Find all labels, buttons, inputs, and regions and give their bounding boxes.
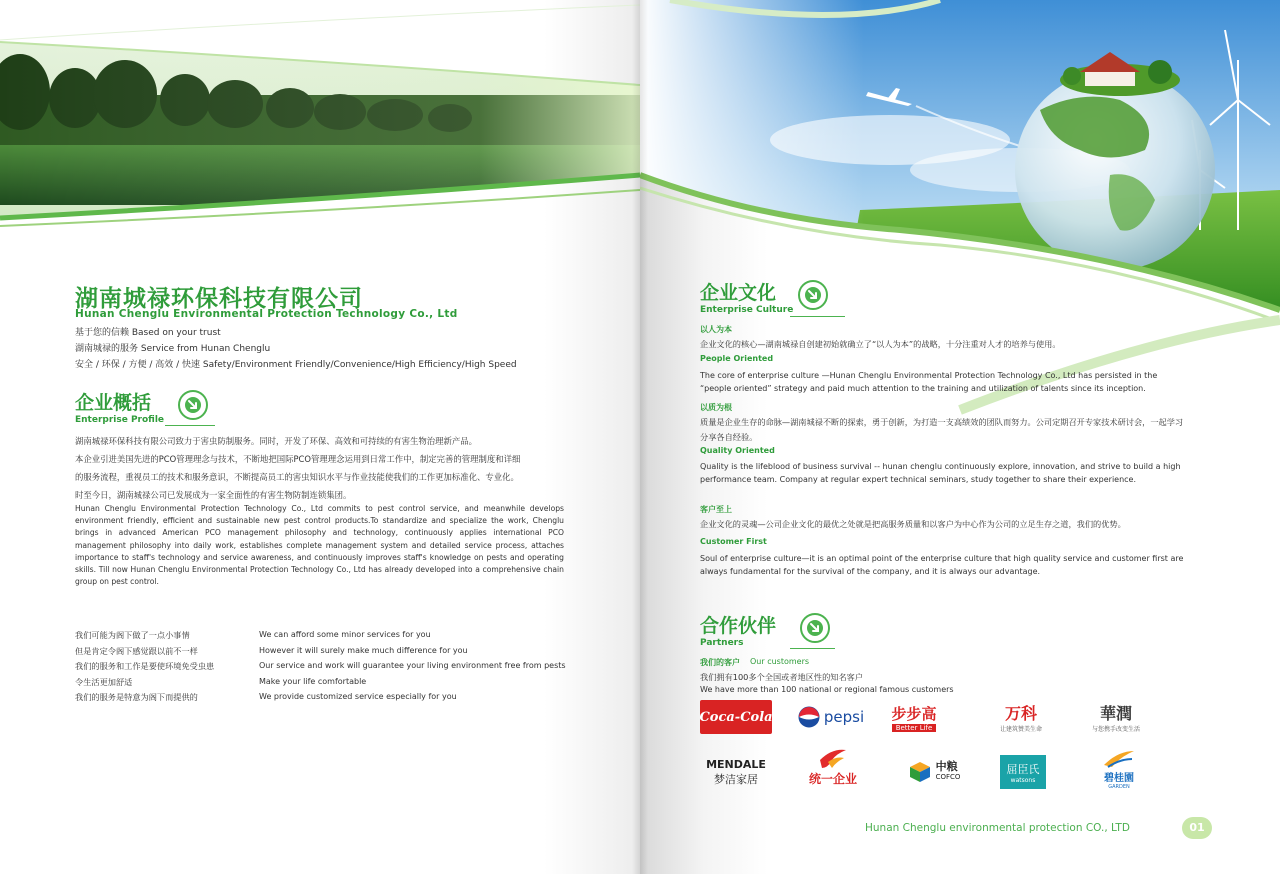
- promise-en: Our service and work will guarantee your living environment free from pests: [259, 661, 566, 670]
- vanke-logo-sub: 让建筑赞美生命: [999, 726, 1042, 733]
- watsons-logo: [1000, 755, 1046, 789]
- huarun-logo-sub: 与您携手改变生活: [1091, 726, 1140, 733]
- partners-heading: [700, 615, 776, 649]
- culture-item-heading-en: Customer First: [700, 537, 767, 546]
- profile-title-en: Enterprise Profile: [75, 415, 165, 425]
- bubugao-logo-text: 步步高: [891, 704, 937, 723]
- culture-item-heading-cn: 以质为根: [700, 403, 732, 412]
- culture-item-heading-en: People Oriented: [700, 354, 774, 363]
- cofco-logo-sub: COFCO: [935, 773, 961, 781]
- watsons-logo-sub: watsons: [1010, 776, 1036, 784]
- globe-banner-image: [640, 0, 1280, 320]
- culture-item-text-cn: 企业文化的核心—湖南城禄自创建初始就确立了“以人为本”的战略，十分注重对人才的培养与使用。: [700, 339, 1061, 349]
- culture-title-cn: 企业文化: [700, 282, 777, 304]
- profile-cn-line: 时至今日，湖南城禄公司已发展成为一家全面性的有害生物防制连锁集团。: [75, 490, 352, 500]
- culture-item-heading-en: Quality Oriented: [700, 446, 775, 455]
- culture-item-text-en: Soul of enterprise culture—it is an optimal point of the enterprise culture that high quality service and customer first are always fundamental for the survival of the company, and it is always our advantage.: [700, 554, 1184, 576]
- tongyi-bird-icon: [818, 748, 848, 770]
- arrow-down-right-icon: [798, 280, 828, 310]
- tagline-service: 湖南城禄的服务 Service from Hunan Chenglu: [75, 344, 271, 354]
- partners-title-en: Partners: [700, 638, 744, 648]
- vanke-logo-text: 万科: [1004, 704, 1037, 723]
- promise-cn: 我们的服务是特意为阁下而提供的: [75, 692, 198, 702]
- coca-cola-logo-text: Coca-Cola: [699, 709, 773, 725]
- tongyi-logo-text: 统一企业: [808, 771, 857, 786]
- watsons-logo-text: 屈臣氏: [1006, 762, 1040, 776]
- partners-title-cn: 合作伙伴: [700, 615, 777, 637]
- bubugao-logo-sub: Better Life: [892, 724, 937, 732]
- promise-cn: 我们的服务和工作是要使环境免受虫患: [75, 661, 215, 671]
- arrow-down-right-icon: [178, 390, 208, 420]
- culture-item-heading-cn: 客户至上: [700, 505, 732, 514]
- promise-en: We can afford some minor services for you: [259, 630, 431, 639]
- culture-rule: [790, 316, 845, 317]
- mendale-logo: [700, 755, 772, 789]
- culture-item-text-en: Quality is the lifeblood of business survival -- hunan chenglu continuously explore, innovation, and strive to build a high performance team. Company at regular expert technical seminars, study together to share their experience.: [700, 462, 1181, 484]
- tagline-values: 安全 / 环保 / 方便 / 高效 / 快速 Safety/Environment Friendly/Convenience/High Efficiency/High Speed: [75, 360, 517, 370]
- bubugao-logo: [878, 700, 950, 734]
- company-name-en: Hunan Chenglu Environmental Protection Technology Co., Ltd: [75, 308, 458, 320]
- partners-text-en: We have more than 100 national or regional famous customers: [700, 685, 954, 694]
- mendale-logo-sub: 梦洁家居: [714, 772, 758, 786]
- profile-cn-line: 本企业引进美国先进的PCO管理理念与技术，不断地把国际PCO管理理念运用到日常工作中，制定完善的管理制度和详细: [75, 454, 521, 464]
- cofco-logo: [898, 755, 970, 789]
- promise-en: Make your life comfortable: [259, 677, 367, 686]
- culture-item-text-cn: 质量是企业生存的命脉—湖南城禄不断的探索，勇于创新，为打造一支高绩效的团队而努力。公司定期召开专家技术研讨会，一起学习分享各自经验。: [700, 417, 1184, 442]
- promise-en: However it will surely make much difference for you: [259, 646, 468, 655]
- promise-en: We provide customized service especially for you: [259, 692, 457, 701]
- profile-cn-line: 的服务流程，重视员工的技术和服务意识，不断提高员工的害虫知识水平与作业技能使我们的工作更加标准化、专业化。: [75, 472, 519, 482]
- mendale-logo-text: MENDALE: [706, 757, 766, 771]
- culture-item-text-en: The core of enterprise culture —Hunan Chenglu Environmental Protection Technology Co., Ltd has persisted in the “people oriented” strategy and paid much attention to the training and utilization of talents since its inception.: [700, 371, 1158, 393]
- partners-sub-en: Our customers: [750, 657, 810, 666]
- arrow-down-right-icon: [800, 613, 830, 643]
- lake-banner-image: [0, 0, 640, 260]
- profile-text-en: Hunan Chenglu Environmental Protection Technology Co., Ltd commits to pest control service, and meanwhile develops environment friendly, efficient and sustainable new pest control products.To standardize and specialize the work, Chenglu brings in advanced American PCO management philosophy and technology, continuously applies international PCO management philosophy into daily work, establishes complete management system and detailed service process, attaches importance to staff's technology and service awareness, and continuously improves staff's knowledge on pests and operating skills. Till now Hunan Chenglu Environmental Protection Technology Co., Ltd has already developed into a comprehensive chain group on pest control.: [75, 504, 564, 587]
- pepsi-logo-text: pepsi: [823, 708, 865, 726]
- huarun-logo: [1080, 700, 1152, 734]
- profile-heading: [75, 392, 164, 426]
- company-name-cn: 湖南城禄环保科技有限公司: [75, 286, 363, 312]
- page-number-badge: 01: [1182, 817, 1212, 839]
- culture-title-en: Enterprise Culture: [700, 305, 794, 315]
- profile-rule: [165, 425, 215, 426]
- profile-text-cn: [75, 432, 575, 504]
- culture-item-heading-cn: 以人为本: [700, 325, 732, 334]
- promise-cn: 令生活更加舒适: [75, 677, 133, 687]
- country-garden-logo-sub: GARDEN: [1108, 783, 1130, 790]
- promise-cn: 我们可能为阁下做了一点小事情: [75, 630, 190, 640]
- country-garden-swoosh-icon: [1102, 749, 1136, 769]
- footer-company-name: Hunan Chenglu environmental protection CO., LTD: [865, 822, 1130, 834]
- profile-cn-line: 湖南城禄环保科技有限公司致力于害虫防制服务。同时，开发了环保、高效和可持续的有害生物治理新产品。: [75, 436, 477, 446]
- partners-rule: [790, 648, 835, 649]
- vanke-logo: [985, 700, 1057, 734]
- promise-cn: 但是肯定令阁下感觉跟以前不一样: [75, 646, 198, 656]
- tagline-trust: 基于您的信赖 Based on your trust: [75, 328, 221, 338]
- pepsi-globe-icon: [798, 706, 820, 728]
- partners-sub-cn: 我们的客户: [700, 658, 740, 667]
- tongyi-logo: [797, 745, 869, 789]
- country-garden-logo: [1083, 748, 1155, 790]
- huarun-logo-text: 華潤: [1099, 704, 1132, 723]
- pepsi-logo: [795, 700, 867, 734]
- country-garden-logo-text: 碧桂園: [1104, 772, 1134, 784]
- culture-item-text-cn: 企业文化的灵魂—公司企业文化的最优之处就是把高服务质量和以客户为中心作为公司的立足生存之道，我们的优势。: [700, 519, 1126, 529]
- culture-heading: [700, 282, 793, 316]
- profile-title-cn: 企业概括: [75, 392, 152, 414]
- cofco-cube-icon: [908, 760, 932, 784]
- coca-cola-logo: [700, 700, 772, 734]
- cofco-logo-text: 中粮: [935, 760, 958, 773]
- partners-text-cn: 我们拥有100多个全国或者地区性的知名客户: [700, 672, 864, 682]
